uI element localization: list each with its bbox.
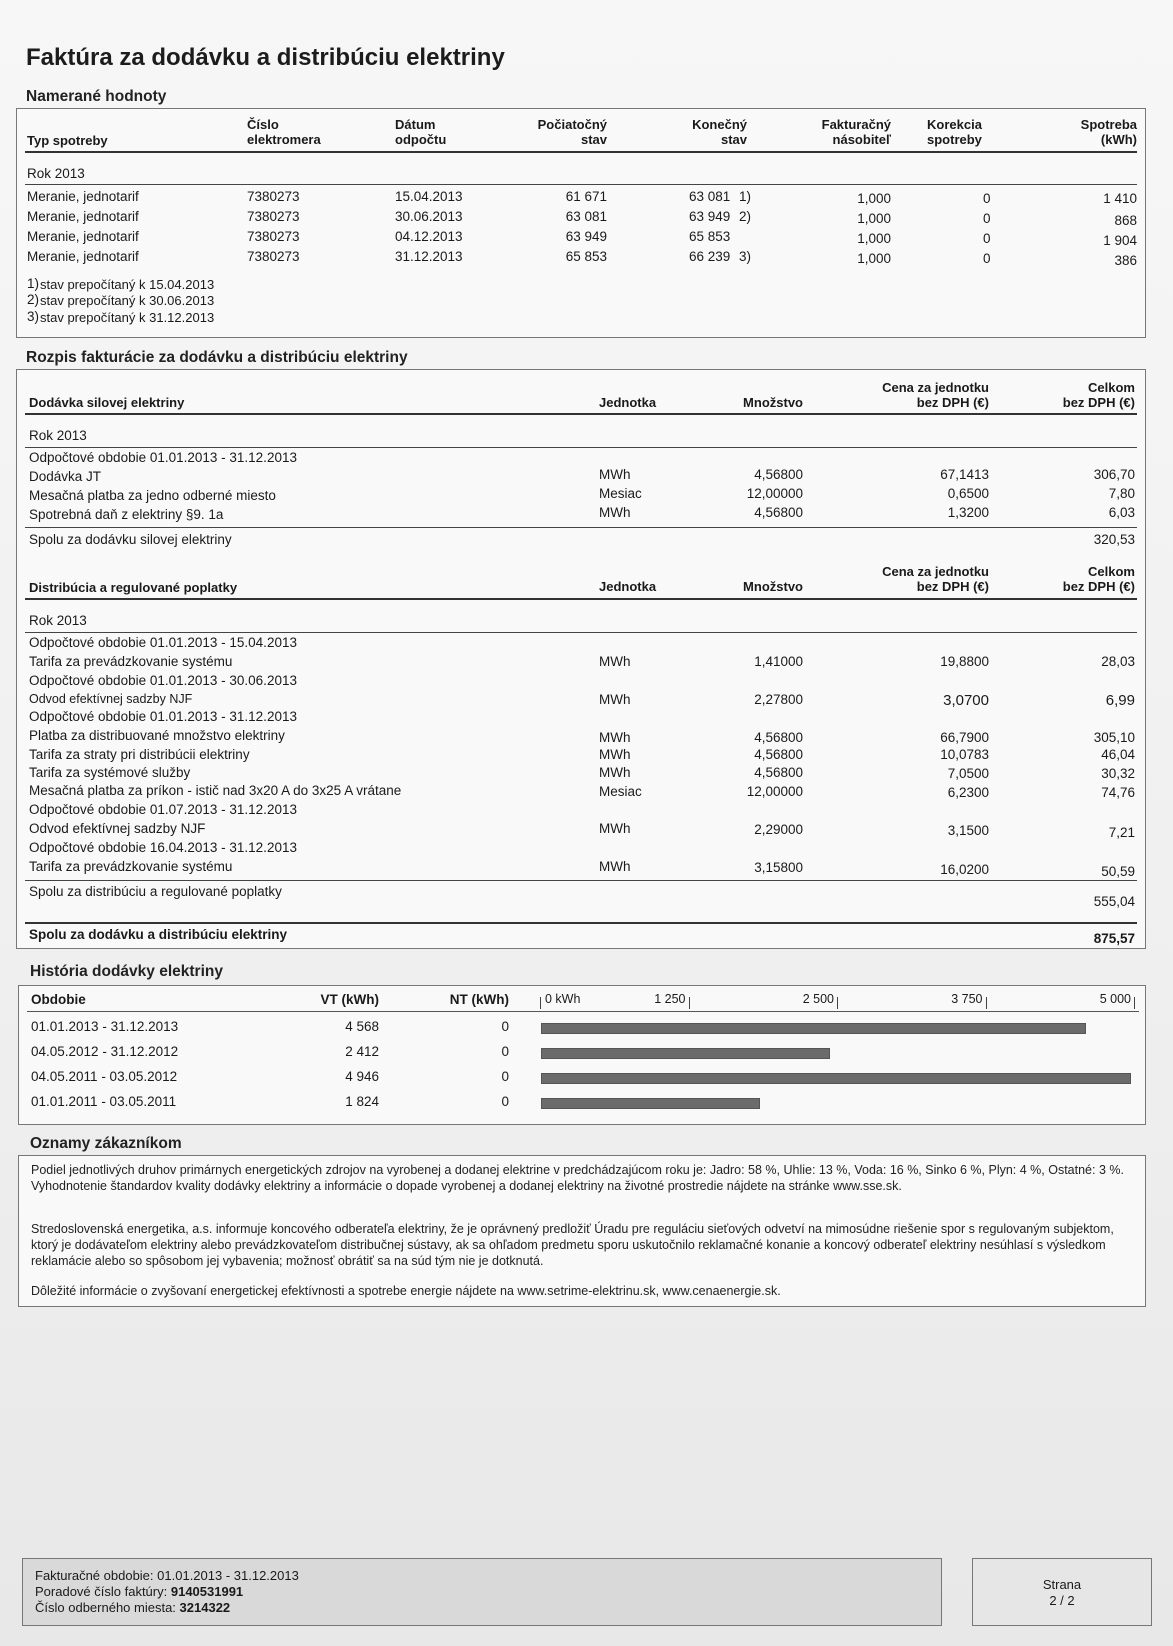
- history-box: [18, 985, 1146, 1125]
- col-meter-l1: Číslo: [247, 117, 279, 132]
- footnote-mark: 3): [27, 309, 40, 324]
- row-corr: 0: [983, 231, 991, 246]
- row-price: 1,3200: [947, 505, 989, 520]
- notices-section-title: Oznamy zákazníkom: [30, 1135, 182, 1152]
- history-nt: 0: [501, 1019, 509, 1034]
- supply-sum-value: 320,53: [1093, 532, 1135, 547]
- row-price: 67,1413: [940, 467, 989, 482]
- row-qty: 4,56800: [754, 505, 803, 520]
- row-cons: 1 904: [1103, 233, 1137, 248]
- row-price: 3,1500: [947, 823, 989, 838]
- axis-tick: [1134, 997, 1135, 1009]
- col-corr-l2: spotreby: [927, 132, 982, 147]
- distribution-col-total-l1: Celkom: [1088, 564, 1135, 579]
- row-name: Platba za distribuované množstvo elektriny: [29, 728, 285, 743]
- page-title: Faktúra za dodávku a distribúciu elektriny: [26, 44, 505, 71]
- col-date-l1: Dátum: [395, 117, 436, 132]
- supply-col-total-l2: bez DPH (€): [1062, 395, 1135, 410]
- col-end-l2: stav: [720, 132, 747, 147]
- row-end: 63 949: [689, 209, 731, 224]
- footnote-text: stav prepočítaný k 30.06.2013: [40, 293, 215, 308]
- row-price: 0,6500: [947, 486, 989, 501]
- row-qty: 2,29000: [754, 822, 803, 837]
- row-type: Meranie, jednotarif: [27, 209, 139, 224]
- history-vt: 4 946: [345, 1069, 379, 1084]
- row-name: Tarifa za systémové služby: [29, 765, 191, 780]
- notice-dispute: Stredoslovenská energetika, a.s. informuje koncového odberateľa elektriny, že je oprávnený predložiť Úradu pre reguláciu sieťových odvetví na mimosúdne riešenie spor s regulovaným subjektom, ktorý je dodávateľom elektriny alebo prevádzkovateľom distribučnej sústavy, ak sa ohľadom predmetu sporu uskutočnilo reklamačné konanie a koncový odberateľ elektriny nesúhlasí s výsledkom reklamácie alebo so spôsobom jej vybavenia; možnosť obrátiť sa na súd tým nie je dotknutá.: [31, 1222, 1114, 1268]
- row-note: 2): [739, 209, 752, 224]
- row-price: 16,0200: [940, 862, 989, 877]
- history-period: 01.01.2013 - 31.12.2013: [31, 1019, 179, 1034]
- row-total: 50,59: [1101, 864, 1135, 879]
- distribution-sum-value: 555,04: [1093, 894, 1135, 909]
- measured-box: [16, 108, 1146, 338]
- footer-page-label: Strana: [1042, 1577, 1082, 1592]
- billing-box: [16, 369, 1146, 949]
- row-price: 7,0500: [947, 766, 989, 781]
- row-type: Meranie, jednotarif: [27, 229, 139, 244]
- row-total: 74,76: [1101, 785, 1135, 800]
- row-total: 28,03: [1101, 654, 1135, 669]
- footer-invoice: [35, 1584, 243, 1600]
- row-qty: 2,27800: [754, 692, 803, 707]
- history-bar: [541, 1048, 830, 1059]
- row-price: 3,0700: [943, 692, 989, 709]
- row-qty: 12,00000: [746, 486, 803, 501]
- row-name: Tarifa za prevádzkovanie systému: [29, 859, 233, 874]
- row-meter: 7380273: [247, 189, 300, 204]
- row-end: 65 853: [689, 229, 731, 244]
- history-period: 01.01.2011 - 03.05.2011: [31, 1094, 177, 1109]
- row-meter: 7380273: [247, 209, 300, 224]
- row-unit: MWh: [599, 730, 631, 745]
- supply-sum-divider: [25, 527, 1137, 528]
- col-corr-l1: Korekcia: [927, 117, 982, 132]
- history-header-divider: [27, 1011, 1139, 1012]
- footer-invoice-value: 9140531991: [170, 1584, 244, 1599]
- distribution-period-2: Odpočtové obdobie 01.01.2013 - 30.06.2013: [29, 673, 297, 688]
- row-qty: 1,41000: [754, 654, 803, 669]
- row-total: 6,03: [1108, 505, 1135, 520]
- grand-total-label: Spolu za dodávku a distribúciu elektriny: [29, 927, 288, 942]
- distribution-col-total-l2: bez DPH (€): [1062, 579, 1135, 594]
- distribution-period-1: Odpočtové obdobie 01.01.2013 - 15.04.2013: [29, 635, 297, 650]
- distribution-sum-label: Spolu za distribúciu a regulované poplatky: [29, 884, 282, 899]
- footer-site-label: Číslo odberného miesta:: [35, 1600, 176, 1615]
- history-nt: 0: [501, 1044, 509, 1059]
- supply-col-unit: Jednotka: [599, 395, 657, 410]
- row-qty: 3,15800: [754, 860, 803, 875]
- footer-page-value: 2 / 2: [1049, 1593, 1075, 1608]
- distribution-period-3: Odpočtové obdobie 01.01.2013 - 31.12.2013: [29, 709, 297, 724]
- notice-energy-mix: Podiel jednotlivých druhov primárnych energetických zdrojov na vyrobenej a dodanej elektrine v predchádzajúcom roku je: Jadro: 58 %, Uhlie: 13 %, Voda: 16 %, Sinko 6 %, Plyn: 4 %, Ostatné: 3 %. Vyhodnotenie štandardov kvality dodávky elektriny a informácie o dopade vyrobenej a dodanej elektriny na životné prostredie nájdete na stránke www.sse.sk.: [31, 1163, 1124, 1193]
- col-mult-l1: Fakturačný: [821, 117, 891, 132]
- grand-total-value: 875,57: [1093, 931, 1135, 946]
- axis-label: 5 000: [1099, 992, 1131, 1006]
- row-mult: 1,000: [857, 211, 891, 226]
- history-bar: [541, 1098, 760, 1109]
- row-mult: 1,000: [857, 191, 891, 206]
- footnote-text: stav prepočítaný k 15.04.2013: [40, 277, 215, 292]
- axis-label: 3 750: [951, 992, 983, 1006]
- row-unit: MWh: [599, 692, 631, 707]
- row-meter: 7380273: [247, 249, 300, 264]
- row-qty: 4,56800: [754, 747, 803, 762]
- history-vt: 4 568: [345, 1019, 379, 1034]
- axis-label: 0 kWh: [545, 992, 581, 1006]
- axis-tick: [837, 997, 838, 1009]
- row-note: 3): [739, 249, 752, 264]
- supply-period: Odpočtové obdobie 01.01.2013 - 31.12.2013: [29, 450, 297, 465]
- row-unit: MWh: [599, 467, 631, 482]
- distribution-header: Distribúcia a regulované poplatky: [29, 580, 238, 595]
- supply-header-divider: [25, 413, 1137, 415]
- row-total: 306,70: [1093, 467, 1135, 482]
- col-cons-l1: Spotreba: [1080, 117, 1137, 132]
- distribution-period-5: Odpočtové obdobie 16.04.2013 - 31.12.2013: [29, 840, 297, 855]
- footnote-mark: 2): [27, 292, 40, 307]
- history-vt: 2 412: [345, 1044, 379, 1059]
- row-total: 7,21: [1108, 825, 1135, 840]
- history-period: 04.05.2012 - 31.12.2012: [31, 1044, 179, 1059]
- row-name: Mesačná platba za jedno odberné miesto: [29, 488, 276, 503]
- year-label: Rok 2013: [27, 166, 85, 181]
- footer-site: [35, 1600, 230, 1616]
- row-date: 30.06.2013: [395, 209, 463, 224]
- distribution-year-divider: [25, 632, 1137, 633]
- col-end-l1: Konečný: [692, 117, 747, 132]
- axis-tick: [986, 997, 987, 1009]
- row-corr: 0: [983, 251, 991, 266]
- row-unit: MWh: [599, 747, 631, 762]
- billing-section-title: Rozpis fakturácie za dodávku a distribúciu elektriny: [26, 349, 408, 366]
- row-qty: 4,56800: [754, 765, 803, 780]
- row-unit: Mesiac: [599, 486, 642, 501]
- col-cons-l2: (kWh): [1100, 132, 1137, 147]
- distribution-col-unit: Jednotka: [599, 579, 657, 594]
- row-type: Meranie, jednotarif: [27, 249, 139, 264]
- footer-site-value: 3214322: [179, 1600, 231, 1615]
- notices-box: [18, 1155, 1146, 1307]
- row-unit: MWh: [599, 505, 631, 520]
- row-type: Meranie, jednotarif: [27, 189, 139, 204]
- row-total: 6,99: [1105, 692, 1135, 709]
- distribution-header-divider: [25, 598, 1137, 600]
- row-qty: 4,56800: [754, 730, 803, 745]
- row-mult: 1,000: [857, 251, 891, 266]
- supply-year: Rok 2013: [29, 428, 87, 443]
- row-price: 10,0783: [940, 747, 989, 762]
- footnote-text: stav prepočítaný k 31.12.2013: [40, 310, 215, 325]
- row-qty: 12,00000: [746, 784, 803, 799]
- supply-sum-label: Spolu za dodávku silovej elektriny: [29, 532, 232, 547]
- row-meter: 7380273: [247, 229, 300, 244]
- col-start-l2: stav: [580, 132, 607, 147]
- row-start: 65 853: [565, 249, 607, 264]
- measured-section-title: Namerané hodnoty: [26, 88, 167, 105]
- axis-tick: [540, 997, 541, 1009]
- row-price: 6,2300: [947, 785, 989, 800]
- row-name: Spotrebná daň z elektriny §9. 1a: [29, 507, 224, 522]
- supply-col-qty: Množstvo: [743, 395, 803, 410]
- history-nt: 0: [501, 1094, 509, 1109]
- row-cons: 386: [1114, 253, 1137, 268]
- axis-tick: [689, 997, 690, 1009]
- row-qty: 4,56800: [754, 467, 803, 482]
- distribution-col-price-l1: Cena za jednotku: [882, 564, 989, 579]
- row-name: Tarifa za straty pri distribúcii elektriny: [29, 747, 250, 762]
- footer-period-label: Fakturačné obdobie:: [35, 1568, 154, 1583]
- supply-col-total-l1: Celkom: [1088, 380, 1135, 395]
- footer-period-value: 01.01.2013 - 31.12.2013: [157, 1568, 299, 1583]
- notice-efficiency: Dôležité informácie o zvyšovaní energetickej efektívnosti a spotrebe energie nájdete na www.setrime-elektrinu.sk, www.cenaenergie.sk.: [31, 1284, 781, 1298]
- row-date: 04.12.2013: [395, 229, 463, 244]
- footnote-mark: 1): [27, 276, 40, 291]
- history-section-title: História dodávky elektriny: [30, 963, 223, 980]
- row-note: 1): [739, 189, 752, 204]
- supply-col-price-l2: bez DPH (€): [916, 395, 989, 410]
- col-start-l1: Počiatočný: [537, 117, 607, 132]
- distribution-col-qty: Množstvo: [743, 579, 803, 594]
- footer-period: [35, 1568, 299, 1584]
- footer-invoice-label: Poradové číslo faktúry:: [35, 1584, 168, 1599]
- axis-label: 2 500: [802, 992, 834, 1006]
- row-name: Odvod efektívnej sadzby NJF: [29, 821, 206, 836]
- row-unit: MWh: [599, 654, 631, 669]
- row-date: 15.04.2013: [395, 189, 463, 204]
- row-unit: MWh: [599, 821, 631, 836]
- row-cons: 1 410: [1103, 191, 1137, 206]
- footer-page-box: [972, 1558, 1152, 1626]
- row-name: Odvod efektívnej sadzby NJF: [29, 692, 193, 706]
- row-start: 63 949: [565, 229, 607, 244]
- row-total: 46,04: [1101, 747, 1135, 762]
- row-price: 66,7900: [940, 730, 989, 745]
- distribution-sum-divider: [25, 880, 1137, 881]
- row-price: 19,8800: [940, 654, 989, 669]
- grand-divider: [25, 922, 1137, 924]
- axis-label: 1 250: [654, 992, 686, 1006]
- history-col-period: Obdobie: [31, 992, 86, 1007]
- row-cons: 868: [1114, 213, 1137, 228]
- supply-header: Dodávka silovej elektriny: [29, 395, 185, 410]
- row-start: 61 671: [565, 189, 607, 204]
- footer-info-box: [22, 1558, 942, 1626]
- row-corr: 0: [983, 211, 991, 226]
- distribution-col-price-l2: bez DPH (€): [916, 579, 989, 594]
- row-unit: MWh: [599, 859, 631, 874]
- distribution-year: Rok 2013: [29, 613, 87, 628]
- year-divider: [25, 184, 1137, 185]
- row-name: Mesačná platba za príkon - istič nad 3x20 A do 3x25 A vrátane: [29, 783, 402, 798]
- history-vt: 1 824: [345, 1094, 379, 1109]
- row-total: 30,32: [1101, 766, 1135, 781]
- col-mult-l2: násobiteľ: [832, 132, 891, 147]
- history-bar: [541, 1073, 1131, 1084]
- header-divider: [25, 151, 1137, 153]
- supply-year-divider: [25, 447, 1137, 448]
- distribution-period-4: Odpočtové obdobie 01.07.2013 - 31.12.2013: [29, 802, 297, 817]
- col-meter-l2: elektromera: [247, 132, 321, 147]
- row-corr: 0: [983, 191, 991, 206]
- history-bar: [541, 1023, 1086, 1034]
- row-end: 66 239: [689, 249, 731, 264]
- row-mult: 1,000: [857, 231, 891, 246]
- row-start: 63 081: [565, 209, 607, 224]
- supply-col-price-l1: Cena za jednotku: [882, 380, 989, 395]
- history-nt: 0: [501, 1069, 509, 1084]
- history-col-vt: VT (kWh): [320, 992, 379, 1007]
- history-col-nt: NT (kWh): [449, 992, 509, 1007]
- row-total: 305,10: [1093, 730, 1135, 745]
- row-unit: MWh: [599, 765, 631, 780]
- col-type: Typ spotreby: [27, 133, 108, 148]
- row-total: 7,80: [1108, 486, 1135, 501]
- row-unit: Mesiac: [599, 784, 642, 799]
- col-date-l2: odpočtu: [395, 132, 447, 147]
- row-name: Dodávka JT: [29, 469, 102, 484]
- history-period: 04.05.2011 - 03.05.2012: [31, 1069, 178, 1084]
- row-name: Tarifa za prevádzkovanie systému: [29, 654, 233, 669]
- row-end: 63 081: [689, 189, 731, 204]
- row-date: 31.12.2013: [395, 249, 463, 264]
